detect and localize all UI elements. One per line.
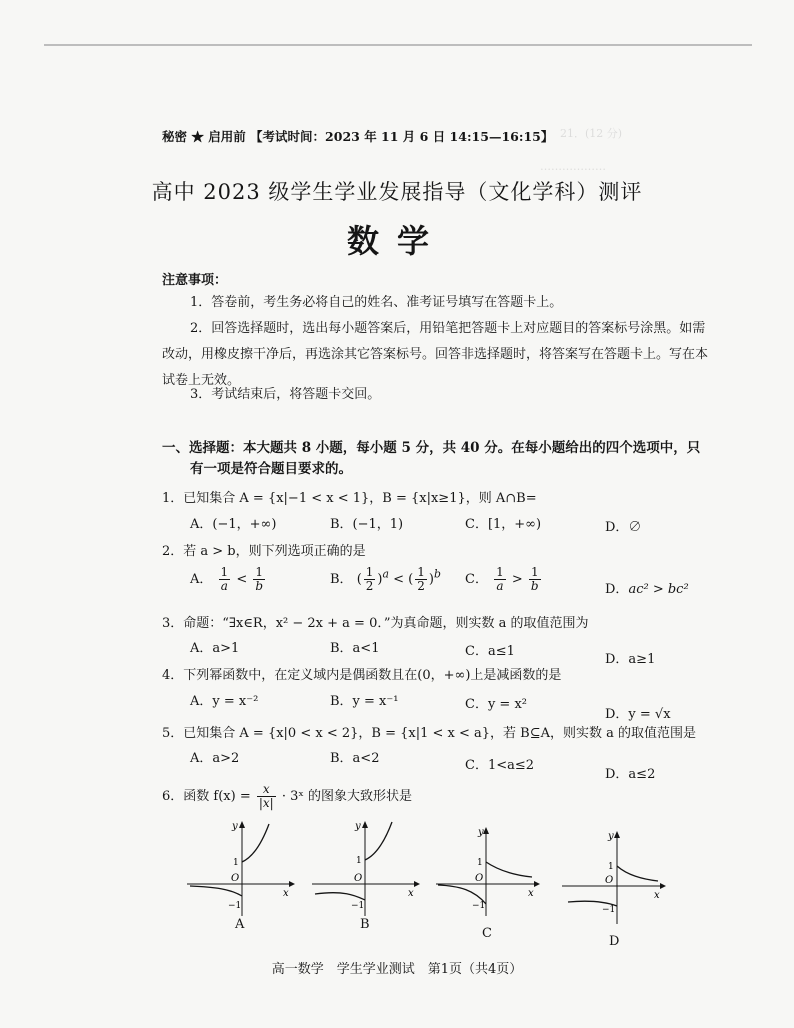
section-heading-line2: 有一项是符合题目要求的。 [190, 461, 352, 477]
axis-label-x: x [528, 888, 534, 899]
note-item: 3．考试结束后，将答题卡交回。 [190, 387, 381, 402]
exam-subject: 数学 [346, 222, 447, 260]
exam-header: 秘密 ★ 启用前 【考试时间：2023 年 11 月 6 日 14:15—16:15】 [162, 129, 554, 144]
fraction: $\frac{1}{b}$ [255, 565, 264, 593]
axis-label-y: y [355, 821, 361, 832]
tick-label: 1 [356, 856, 362, 866]
tick-label: −1 [472, 901, 486, 911]
fraction: $\frac{x}{|x|}$ [258, 782, 274, 810]
x-axis-arrow [534, 881, 540, 887]
fraction: $\frac{1}{b}$ [530, 565, 539, 593]
graph-c [434, 818, 546, 918]
y-axis-arrow [362, 821, 368, 828]
tick-label: 1 [608, 862, 614, 872]
origin-label: O [475, 873, 484, 884]
page-footer: 高一数学 学生学业测试 第1页（共4页） [271, 962, 523, 977]
question-2-stem: 2．若 a > b，则下列选项正确的是 [162, 544, 366, 559]
q5-option-c: C．1<a≤2 [465, 758, 535, 773]
fraction: $\frac{1}{a}$ [220, 565, 229, 593]
graph-b [310, 818, 422, 918]
axis-label-y: y [232, 821, 238, 832]
q1-option-b: B．(−1，1) [330, 517, 404, 532]
q2-option-b: B． ( $\frac{1}{2}$ )$^a$ < ( $\frac{1}{2}$ )$^b$ [330, 565, 441, 593]
bleed-through-text: ……………… [540, 160, 606, 173]
axis-label-x: x [654, 890, 660, 901]
question-3-stem: 3．命题：“∃x∈R，x² − 2x + a = 0．”为真命题，则实数 a 的取值范围为 [162, 616, 589, 631]
tick-label: −1 [228, 901, 242, 911]
q4-option-c: C．y = x² [465, 697, 527, 712]
y-axis-arrow [614, 831, 620, 838]
exam-title: 高中 2023 级学生学业发展指导（文化学科）测评 [151, 180, 643, 204]
q4-option-a: A．y = x⁻² [190, 694, 259, 709]
graph-label-b: B [360, 917, 370, 932]
question-6-stem: 6．函数 f(x) = $\frac{x}{|x|}$ · 3ˣ 的图象大致形状是 [162, 782, 413, 810]
curve-left [190, 886, 242, 896]
origin-label: O [354, 873, 363, 884]
q5-option-d: D．a≤2 [605, 767, 656, 782]
origin-label: O [231, 873, 240, 884]
tick-label: −1 [602, 905, 616, 915]
graph-d [560, 826, 672, 926]
bleed-through-text: 21．(12 分) [560, 127, 623, 140]
fraction: $\frac{1}{a}$ [496, 565, 504, 593]
option-label: D． [605, 582, 629, 597]
tick-label: −1 [351, 901, 365, 911]
graph-label-a: A [235, 917, 245, 932]
section-heading-line1: 一、选择题：本大题共 8 小题，每小题 5 分，共 40 分。在每小题给出的四个选项中，只 [162, 440, 701, 456]
graph-label-d: D [609, 934, 620, 949]
q4-option-b: B．y = x⁻¹ [330, 694, 399, 709]
scan-edge-line [44, 44, 752, 46]
option-label: C． [465, 572, 488, 587]
curve-right [617, 866, 658, 881]
q2-option-a: A． $\frac{1}{a}$ < $\frac{1}{b}$ [190, 565, 264, 593]
tick-label: 1 [477, 858, 483, 868]
x-axis-arrow [414, 881, 420, 887]
note-item: 2．回答选择题时，选出每小题答案后，用铅笔把答题卡上对应题目的答案标号涂黑。如需改动，用橡皮擦干净后，再选涂其它答案标号。回答非选择题时，将答案写在答题卡上。写在本试卷上无效。 [162, 321, 709, 388]
axis-label-y: y [608, 831, 614, 842]
curve-right [365, 822, 392, 860]
curve-right [242, 824, 269, 862]
note-item: 1．答卷前，考生务必将自己的姓名、准考证号填写在答题卡上。 [190, 295, 563, 310]
y-axis-arrow [483, 827, 489, 834]
y-axis-arrow [239, 821, 245, 828]
q5-option-b: B．a<2 [330, 751, 380, 766]
x-axis-arrow [660, 883, 666, 889]
option-label: A． [190, 572, 213, 587]
axis-label-y: y [478, 827, 484, 838]
q2-option-c: C． $\frac{1}{a}$ > $\frac{1}{b}$ [465, 565, 539, 593]
q3-option-d: D．a≥1 [605, 652, 656, 667]
q3-option-a: A．a>1 [190, 641, 240, 656]
tick-label: 1 [233, 858, 239, 868]
question-5-stem: 5．已知集合 A = {x|0 < x < 2}，B = {x|1 < x < a}，若 B⊆A，则实数 a 的取值范围是 [162, 726, 697, 741]
axis-label-x: x [408, 888, 414, 899]
q3-option-b: B．a<1 [330, 641, 380, 656]
graph-a [185, 818, 297, 918]
axis-label-x: x [283, 888, 289, 899]
question-4-stem: 4．下列幂函数中，在定义域内是偶函数且在(0，+∞)上是减函数的是 [162, 668, 562, 683]
notes-title: 注意事项： [162, 273, 228, 288]
q4-option-d: D．y = √x [605, 707, 671, 722]
graph-label-c: C [482, 926, 492, 941]
q1-option-d: D．∅ [605, 520, 642, 535]
question-1-stem: 1．已知集合 A = {x|−1 < x < 1}，B = {x|x≥1}，则 A∩B= [162, 491, 537, 506]
curve-left [315, 893, 365, 900]
fraction: $\frac{1}{2}$ [417, 565, 425, 593]
fraction: $\frac{1}{2}$ [365, 565, 374, 593]
q5-option-a: A．a>2 [190, 751, 240, 766]
x-axis-arrow [289, 881, 295, 887]
q1-option-a: A．(−1，+∞) [190, 517, 277, 532]
origin-label: O [605, 875, 614, 886]
q3-option-c: C．a≤1 [465, 644, 515, 659]
q2-option-d: D．ac² > bc² [605, 582, 689, 597]
q1-option-c: C．[1，+∞) [465, 517, 542, 532]
curve-right [486, 862, 532, 877]
option-label: B． [330, 572, 353, 587]
